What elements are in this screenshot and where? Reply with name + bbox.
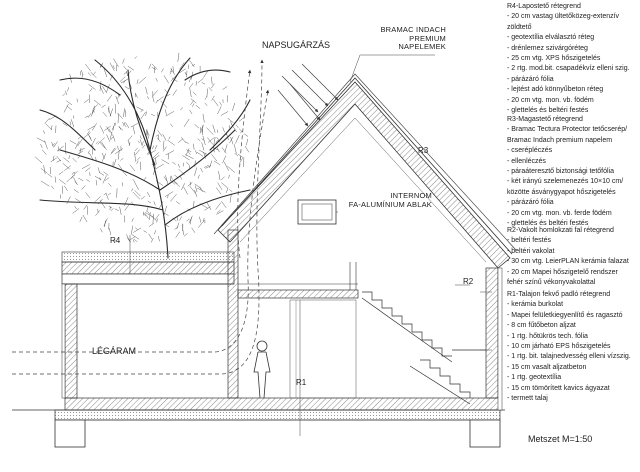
legend-line: - drénlemez szivárgóréteg	[507, 44, 588, 52]
legend-line: - 15 cm tömörített kavics ágyazat	[507, 384, 610, 392]
legend-line: - 25 cm vtg. XPS hőszigetelés	[507, 55, 601, 63]
legend-line: - cserépléczés	[507, 147, 553, 155]
legend-line: - 1 rtg. geotextília	[507, 374, 562, 382]
legend-line: - Bramac Tectura Protector tetőcserép/	[507, 126, 628, 134]
legend-title: R4-Lapostető rétegrend	[507, 3, 581, 10]
legend-line: - 15 cm vasalt aljzatbeton	[507, 363, 587, 371]
legend-line: - 10 cm járható EPS hőszigetelés	[507, 343, 611, 351]
legend-line: - páraáteresztő biztonsági tetőfólia	[507, 168, 615, 176]
scale-label: Metszet M=1:50	[528, 434, 593, 444]
legend-line: - glettelés és beltéri festés	[507, 220, 589, 228]
legend-line: zöldtető	[507, 23, 532, 31]
panel-line-2: PREMIUM	[409, 33, 446, 43]
mezzanine-slab	[238, 290, 358, 298]
legend-title: R2-Vakolt homlokzati fal rétegrend	[507, 227, 614, 234]
layer-legend-r2	[507, 226, 639, 288]
r1-label: R1	[296, 378, 307, 387]
legend-line: - 1 rtg. bit. talajnedvesség elleni vízszig.	[507, 353, 631, 361]
pitched-roof	[214, 74, 516, 268]
legend-line: - párázáró fólia	[507, 199, 554, 207]
legend-line: - 20 cm Mapei hőszigetelő rendszer	[507, 268, 618, 276]
legend-line: - beltéri festés	[507, 237, 551, 245]
panel-callout	[380, 26, 446, 52]
left-wall	[65, 284, 77, 398]
tree-illustration	[40, 58, 250, 258]
legend-line: - 2 rtg. mod.bit. csapadékvíz elleni szig.	[507, 65, 630, 73]
legend-line: - geotextília elválasztó réteg	[507, 34, 595, 42]
r3-label: R3	[418, 146, 429, 155]
legend-line: - 8 cm fűtőbeton aljzat	[507, 322, 576, 330]
panel-line-1: BRAMAC INDACH	[380, 25, 446, 34]
layer-legend-r3	[507, 115, 639, 229]
legend-line: - beltéri vakolat	[507, 247, 555, 255]
legend-line: - 20 cm vastag ültetőközeg-extenzív	[507, 13, 620, 21]
legend-line: - lejtést adó könnyűbeton réteg	[507, 86, 604, 94]
legend-line: - glettelés és beltéri festés	[507, 107, 589, 115]
panel-line-3: NAPELEMEK	[398, 42, 446, 52]
staircase	[362, 292, 486, 404]
legend-title: R1-Talajon fekvő padló rétegrend	[507, 291, 611, 298]
legend-line: - 20 cm vtg. mon. vb. födém	[507, 96, 594, 104]
human-figure	[254, 341, 270, 398]
right-wall	[486, 268, 498, 398]
window-line-2: FA-ALUMÍNIUM ABLAK	[348, 199, 432, 209]
flat-roof	[62, 252, 234, 284]
legend-line: - Mapei felületkiegyenlítő és ragasztó	[507, 311, 623, 319]
sun-label: NAPSUGÁRZÁS	[262, 40, 331, 50]
r2-label: R2	[463, 277, 474, 286]
legend-title: R3-Magastető rétegrend	[507, 116, 583, 123]
foundation	[55, 398, 500, 447]
r4-label: R4	[110, 236, 121, 245]
legend-line: - 1 rtg. hőtükrös tech. fólia	[507, 332, 588, 340]
layer-legend-r1	[507, 290, 639, 404]
window	[298, 200, 336, 224]
legend-line: - ellenléczés	[507, 157, 546, 165]
legend-line: fehér színű vékonyvakolattal	[507, 279, 596, 287]
layer-legend-r4	[507, 2, 639, 116]
window-callout	[340, 192, 432, 209]
legend-line: - 20 cm vtg. mon. vb. ferde födém	[507, 209, 612, 217]
legend-line: közötte ásványgyapot hőszigetelés	[507, 188, 616, 196]
legend-line: - 30 cm vtg. LeierPLAN kerámia falazat	[507, 258, 629, 266]
legend-line: - kerámia burkolat	[507, 301, 564, 309]
legend-line: Bramac Indach premium napelem	[507, 136, 613, 144]
air-label: LÉGÁRAM	[92, 346, 137, 356]
legend-line: - termett talaj	[507, 395, 548, 403]
legend-line: - párázáró fólia	[507, 75, 554, 83]
window-line-1: INTERNOM	[390, 191, 432, 200]
legend-line: - két irányú szelemenezés 10×10 cm/	[507, 178, 624, 186]
